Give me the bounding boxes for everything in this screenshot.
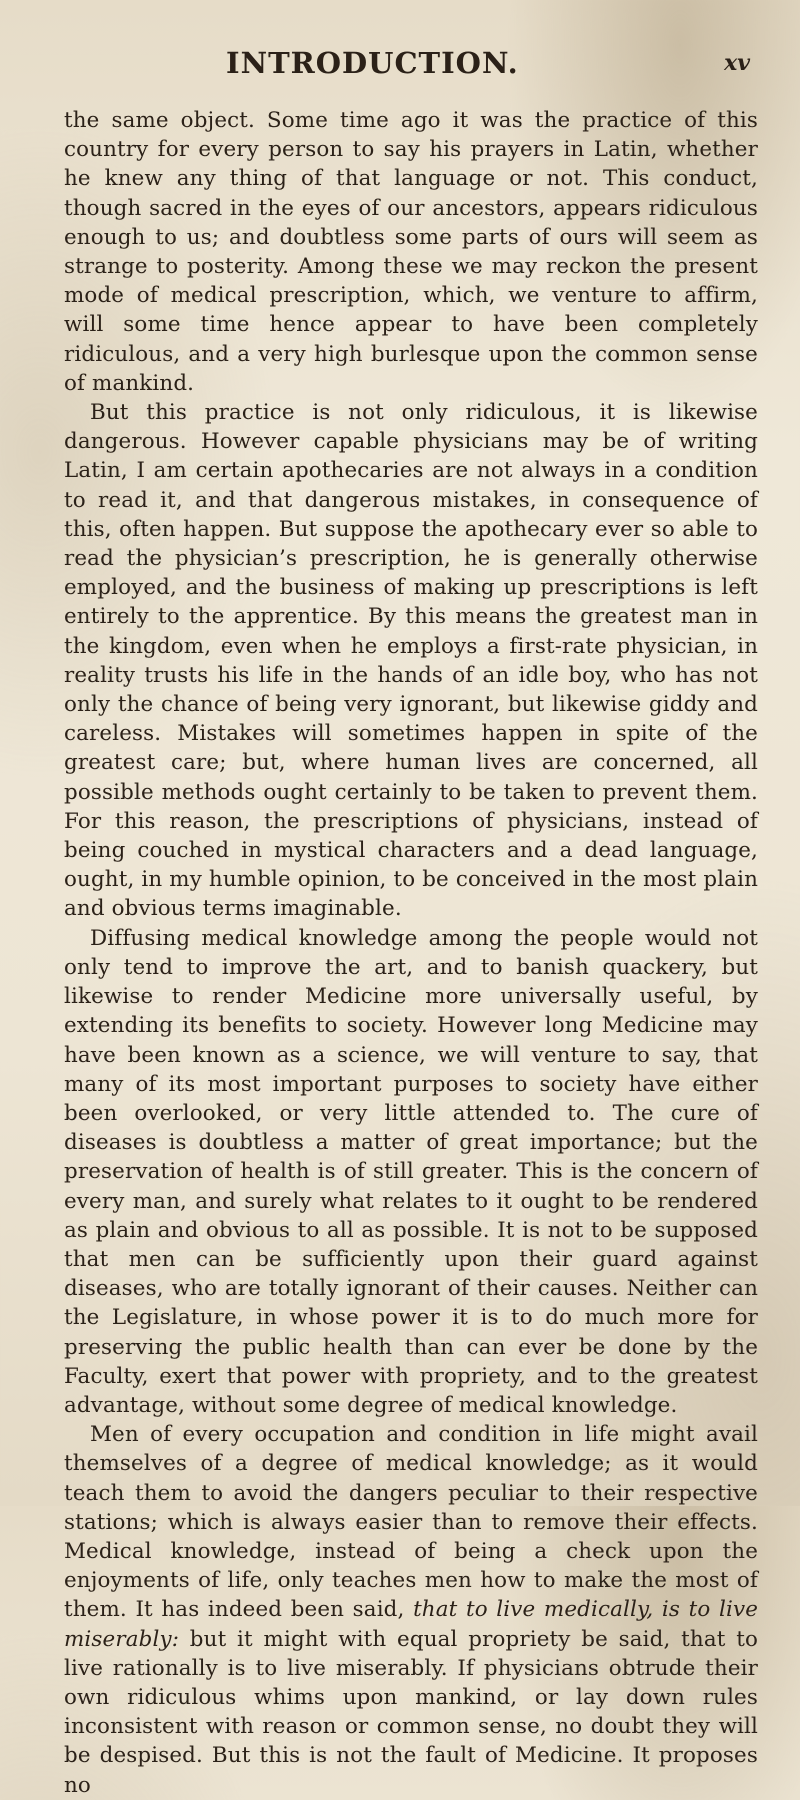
paragraph [64,924,758,1420]
page-number: xv [724,50,750,76]
paragraph-text: but it might with equal propriety be said, that to live rationally is to live miserably. If physicians obtrude their own ridiculous whims upon mankind, or lay down rules inconsistent with reason or common sense, no doubt they will be despised. But this is not the fault of Medicine. It proposes no [64,1626,758,1798]
body-text [64,106,758,1800]
italic-quotation: that to live medically, is to live miserably: [64,1597,758,1652]
running-head: INTRODUCTION. [226,46,519,80]
paragraph-text: Diffusing medical knowledge among the people would not only tend to improve the art, and to banish quackery, but likewise to render Medicine more universally useful, by extending its benefits to society. However long Medicine may have been known as a science, we will venture to say, that many of its most important purposes to society have either been overlooked, or very little attended to. The cure of diseases is doubtless a matter of great importance; but the preservation of health is of still greater. This is the concern of every man, and surely what relates to it ought to be rendered as plain and obvious to all as possible. It is not to be supposed that men can be sufficiently upon their guard against diseases, who are totally ignorant of their causes. Neither can the Legislature, in whose power it is to do much more for preserving the public health than can ever be done by the Faculty, exert that power with propriety, and to the greatest advantage, without some degree of medical knowledge. [64,925,758,1418]
paragraph [64,1420,758,1800]
paragraph [64,398,758,924]
paragraph [64,106,758,398]
paragraph-text: the same object. Some time ago it was the practice of this country for every person to say his prayers in Latin, whether he knew any thing of that language or not. This conduct, though sacred in the eyes of our ancestors, appears ridiculous enough to us; and doubtless some parts of ours will seem as strange to posterity. Among these we may reckon the present mode of medical prescription, which, we venture to affirm, will some time hence appear to have been completely ridiculous, and a very high burlesque upon the common sense of mankind. [64,108,758,396]
paragraph-text: But this practice is not only ridiculous, it is likewise dangerous. However capable physicians may be of writing Latin, I am certain apothecaries are not always in a condition to read it, and that dangerous mistakes, in consequence of this, often happen. But suppose the apothecary ever so able to read the physician’s prescription, he is generally otherwise employed, and the business of making up prescriptions is left entirely to the apprentice. By this means the greatest man in the kingdom, even when he employs a first-rate physician, in reality trusts his life in the hands of an idle boy, who has not only the chance of being very ignorant, but likewise giddy and careless. Mistakes will sometimes happen in spite of the greatest care; but, where human lives are concerned, all possible methods ought certainly to be taken to prevent them. For this reason, the prescriptions of physicians, instead of being couched in mystical characters and a dead language, ought, in my humble opinion, to be conceived in the most plain and obvious terms imaginable. [64,400,758,922]
paragraph-text: Men of every occupation and condition in life might avail themselves of a degree of medical knowledge; as it would teach them to avoid the dangers peculiar to their respective stations; which is always easier than to remove their effects. Medical knowledge, instead of being a check upon the enjoyments of life, only teaches men how to make the most of them. It has indeed been said, [64,1422,758,1623]
page-header [64,46,758,88]
